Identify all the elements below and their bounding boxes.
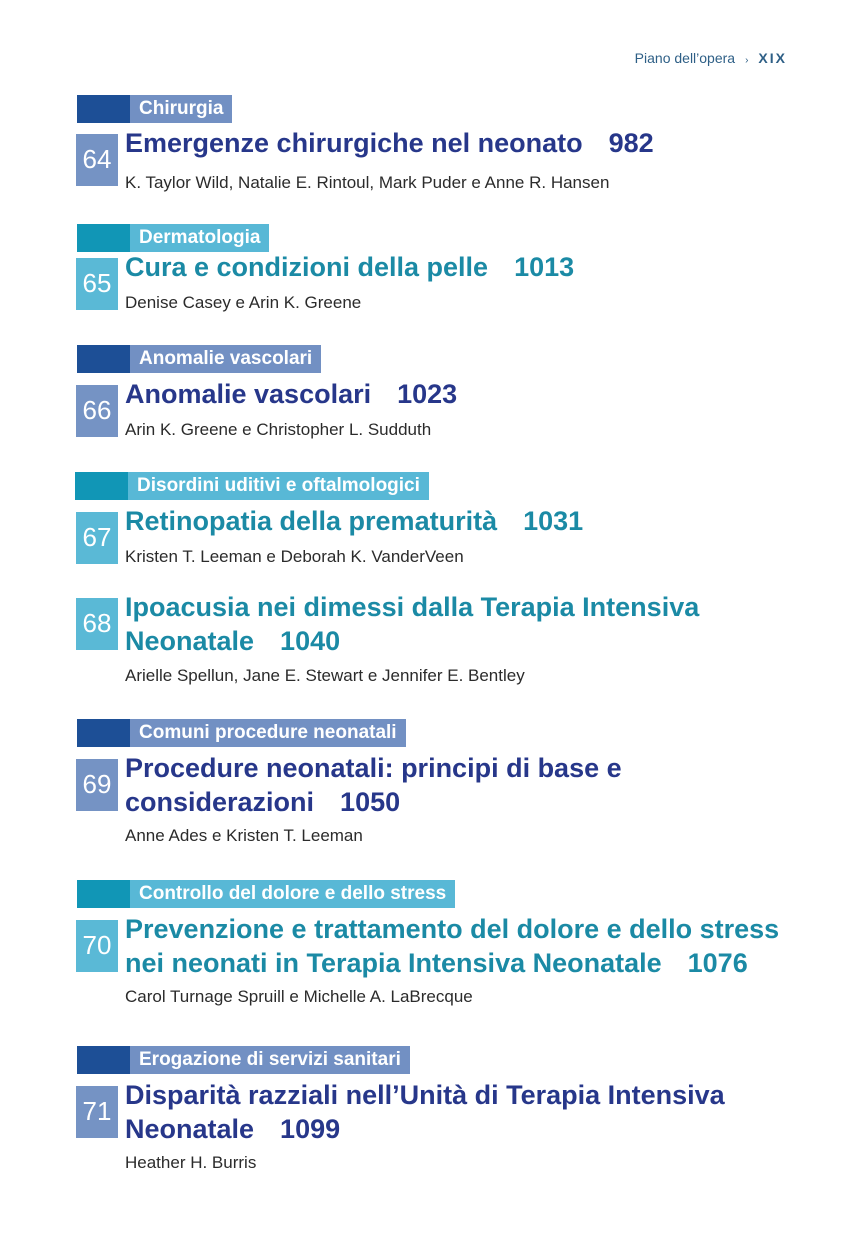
running-head-title: Piano dell’opera — [634, 50, 736, 66]
chapter-page: 1023 — [397, 379, 458, 409]
chapter-title[interactable] — [125, 126, 654, 160]
section-bar-accent — [77, 224, 130, 252]
section-label: Anomalie vascolari — [130, 345, 321, 373]
section-header-erogazione-servizi — [77, 1046, 410, 1074]
section-header-chirurgia — [77, 95, 232, 123]
section-bar-accent — [77, 1046, 130, 1074]
chapter-authors: Anne Ades e Kristen T. Leeman — [125, 826, 363, 845]
section-label: Erogazione di servizi sanitari — [130, 1046, 410, 1074]
chapter-number: 68 — [76, 598, 118, 650]
page-number: XIX — [758, 50, 787, 66]
section-bar-accent — [77, 95, 130, 123]
chapter-number: 66 — [76, 385, 118, 437]
chapter-title-line: Neonatale — [125, 626, 255, 656]
chapter-title-line: nei neonati in Terapia Intensiva Neonatale — [125, 948, 662, 978]
running-head — [635, 50, 787, 66]
section-header-dermatologia — [77, 224, 269, 252]
running-head-separator: › — [745, 55, 749, 66]
section-label: Comuni procedure neonatali — [130, 719, 406, 747]
chapter-page: 1031 — [523, 506, 584, 536]
chapter-number: 71 — [76, 1086, 118, 1138]
chapter-title-line: considerazioni — [125, 787, 315, 817]
chapter-number: 65 — [76, 258, 118, 310]
chapter-title[interactable] — [125, 377, 457, 411]
chapter-title-line: Disparità razziali nell’Unità di Terapia Intensiva — [125, 1080, 725, 1110]
section-label: Disordini uditivi e oftalmologici — [128, 472, 429, 500]
section-bar-accent — [75, 472, 128, 500]
chapter-title[interactable] — [125, 912, 779, 980]
chapter-title[interactable] — [125, 590, 699, 658]
chapter-number: 64 — [76, 134, 118, 186]
chapter-authors: Heather H. Burris — [125, 1153, 257, 1172]
chapter-authors: Arielle Spellun, Jane E. Stewart e Jennifer E. Bentley — [125, 666, 525, 685]
chapter-title-line: Ipoacusia nei dimessi dalla Terapia Intensiva — [125, 592, 700, 622]
chapter-title[interactable] — [125, 751, 622, 819]
chapter-page: 1050 — [340, 787, 401, 817]
chapter-title-line: Neonatale — [125, 1114, 255, 1144]
section-label: Controllo del dolore e dello stress — [130, 880, 455, 908]
section-header-comuni-procedure — [77, 719, 406, 747]
chapter-page: 1040 — [280, 626, 341, 656]
chapter-title[interactable] — [125, 250, 574, 284]
chapter-authors: Carol Turnage Spruill e Michelle A. LaBrecque — [125, 987, 473, 1006]
chapter-title[interactable] — [125, 1078, 725, 1146]
chapter-title-line: Prevenzione e trattamento del dolore e dello stress — [125, 914, 780, 944]
chapter-authors: K. Taylor Wild, Natalie E. Rintoul, Mark Puder e Anne R. Hansen — [125, 173, 610, 192]
chapter-authors: Denise Casey e Arin K. Greene — [125, 293, 362, 312]
section-bar-accent — [77, 345, 130, 373]
section-label: Dermatologia — [130, 224, 269, 252]
chapter-number: 69 — [76, 759, 118, 811]
section-label: Chirurgia — [130, 95, 232, 123]
chapter-number: 67 — [76, 512, 118, 564]
chapter-page: 1013 — [514, 252, 575, 282]
chapter-title-line: Procedure neonatali: principi di base e — [125, 753, 622, 783]
section-header-anomalie-vascolari — [77, 345, 321, 373]
chapter-title[interactable] — [125, 504, 583, 538]
section-bar-accent — [77, 880, 130, 908]
section-header-disordini-uditivi — [75, 472, 429, 500]
chapter-title-line: Anomalie vascolari — [125, 379, 372, 409]
chapter-title-line: Emergenze chirurgiche nel neonato — [125, 128, 583, 158]
section-bar-accent — [77, 719, 130, 747]
chapter-number: 70 — [76, 920, 118, 972]
chapter-authors: Arin K. Greene e Christopher L. Sudduth — [125, 420, 432, 439]
section-header-controllo-dolore — [77, 880, 455, 908]
chapter-page: 982 — [608, 128, 654, 158]
chapter-authors: Kristen T. Leeman e Deborah K. VanderVeen — [125, 547, 464, 566]
chapter-page: 1076 — [687, 948, 748, 978]
chapter-title-line: Retinopatia della prematurità — [125, 506, 498, 536]
chapter-title-line: Cura e condizioni della pelle — [125, 252, 489, 282]
chapter-page: 1099 — [280, 1114, 341, 1144]
